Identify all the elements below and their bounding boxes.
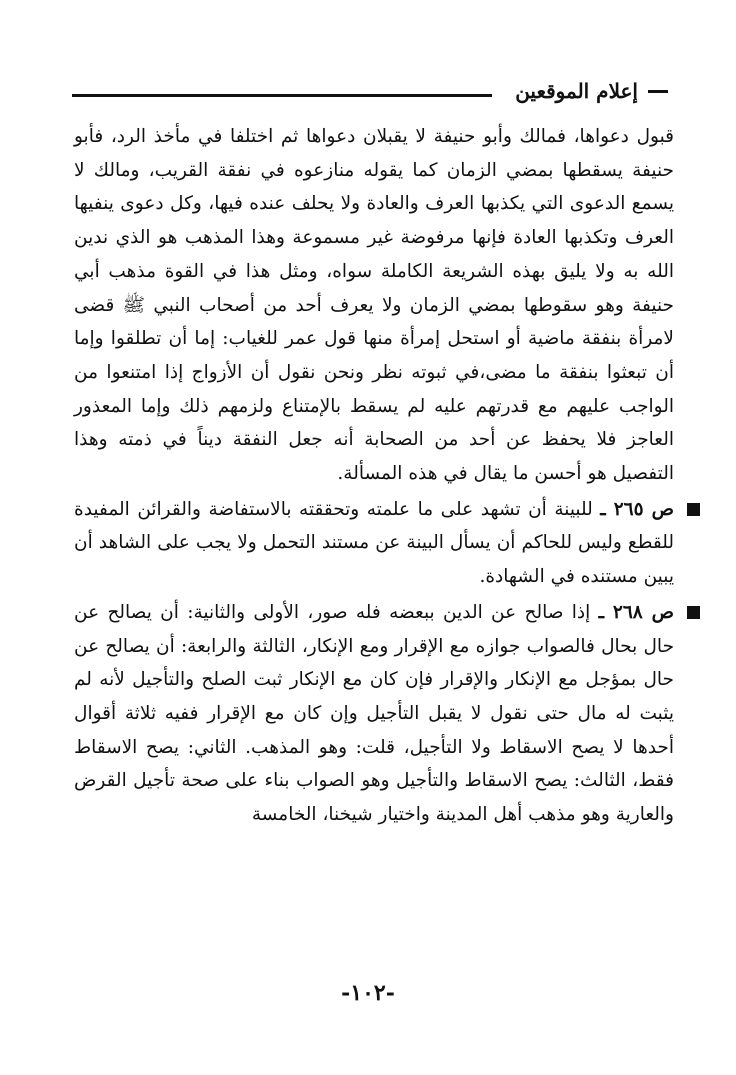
entry-page-265 — [74, 493, 674, 594]
opening-paragraph: قبول دعواها، فمالك وأبو حنيفة لا يقبلان دعواها ثم اختلفا في مأخذ الرد، فأبو حنيفة يسقطها بمضي الزمان كما يقوله منازعوه في نفقة القريب، ومالك لا يسمع الدعوى التي يكذبها العرف والعادة ولا يحلف عنده فيها، وكل دعوى ينفيها العرف وتكذبها العادة فإنها مرفوضة غير مسموعة وهذا المذهب هو الذي ندين الله به ولا يليق بهذه الشريعة الكاملة سواه، ومثل هذا في القوة مذهب أبي حنيفة وهو سقوطها بمضي الزمان ولا يعرف أحد من أصحاب النبي ﷺ قضى لامرأة بنفقة ماضية أو استحل إمرأة منها قول عمر للغياب: إما أن تطلقوا وإما أن تبعثوا بنفقة ما مضى،في ثبوته نظر ونحن نقول أن الأزواج إذا امتنعوا من الواجب عليهم مع قدرتهم عليه لم يسقط بالإمتناع ولزمهم ذلك وإما المعذور العاجز فلا يحفظ عن أحد من الصحابة أنه جعل النفقة ديناً في ذمته وهذا التفصيل هو أحسن ما يقال في هذه المسألة. — [74, 126, 674, 485]
header-rule — [72, 94, 492, 97]
page-number: -١٠٢- — [341, 980, 395, 1006]
entry-paragraph — [74, 493, 674, 594]
entry-text: إذا صالح عن الدين ببعضه فله صور، الأولى والثانية: أن يصالح عن حال بحال فالصواب جوازه مع الإقرار ومع الإنكار، الثالثة والرابعة: أن يصالح عن حال بمؤجل مع الإنكار والإقرار فإن كان مع الإنكار ثبت الصلح والتأجيل لأنه لم يثبت له مال حتى نقول لا يقبل التأجيل وإن كان مع الإقرار ففيه ثلاثة أقوال أحدها لا يصح الاسقاط ولا التأجيل، قلت: وهو المذهب. الثاني: يصح الاسقاط فقط، الثالث: يصح الاسقاط والتأجيل وهو الصواب بناء على صحة تأجيل القرض والعارية وهو مذهب أهل المدينة واختيار شيخنا، الخامسة — [74, 601, 674, 826]
header-dash — [648, 90, 668, 93]
entry-page-268 — [74, 596, 674, 832]
entry-text: للبينة أن تشهد على ما علمته وتحققته بالاستفاضة والقرائن المفيدة للقطع وليس للحاكم أن يسأل البينة عن مستند التحمل ولا يجب على الشاهد أن يبين مستنده في الشهادة. — [74, 498, 674, 588]
page-body — [74, 120, 674, 832]
book-title: إعلام الموقعين — [515, 79, 638, 103]
entry-reference: ص ٢٦٥ ـ — [600, 498, 674, 520]
square-bullet-icon — [687, 503, 700, 516]
entry-paragraph — [74, 596, 674, 832]
square-bullet-icon — [687, 606, 700, 619]
running-header — [72, 78, 668, 104]
entry-reference: ص ٢٦٨ ـ — [598, 601, 674, 623]
